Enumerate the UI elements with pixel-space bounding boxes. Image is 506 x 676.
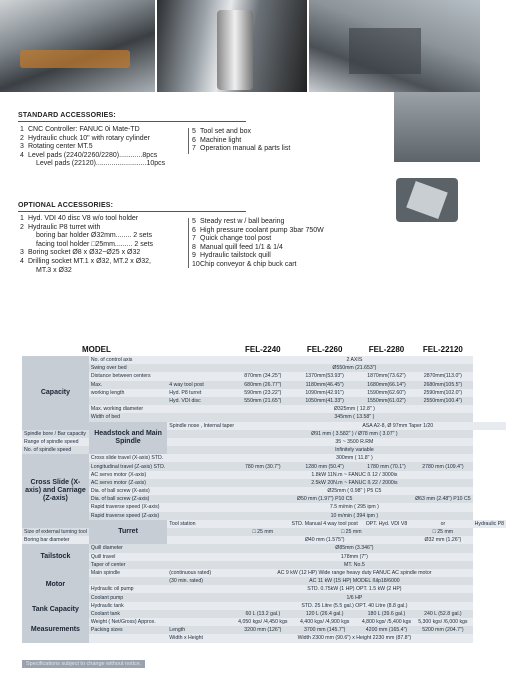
- model-header: MODEL: [22, 342, 236, 356]
- spec-sublabel: [167, 544, 236, 552]
- spec-value: 1590mm(62.60"): [360, 389, 413, 397]
- item-number: 1: [20, 126, 24, 133]
- item-text: High pressure coolant pump 3bar 750W: [200, 226, 324, 234]
- spec-label: Max. working diameter: [89, 405, 167, 413]
- item-text: Operation manual & parts list: [200, 145, 291, 153]
- spec-label: Coolant pump: [89, 593, 167, 601]
- spec-row: [22, 618, 506, 626]
- spec-row: [22, 553, 506, 561]
- item-number: 5: [192, 218, 196, 225]
- optional-accessories-list-left: [20, 215, 190, 275]
- spec-label: Longitudinal travel (Z-axis) STD.: [90, 463, 166, 470]
- item-number: [20, 267, 28, 276]
- spec-value: 2680mm(105.5"): [413, 381, 472, 389]
- spec-value: Ø91 mm ( 3.582" ) / Ø78 mm ( 3.07" ): [236, 430, 472, 438]
- item-text: Hydraulic chuck 10" with rotary cylinder: [28, 134, 150, 142]
- spec-sublabel: [167, 487, 236, 495]
- turret-photo: [396, 178, 458, 222]
- specification-table: [22, 342, 506, 643]
- standard-accessory-item: [20, 126, 190, 135]
- spec-value: Ø85mm (3.346"): [236, 544, 472, 552]
- item-number: 4: [20, 151, 24, 159]
- spec-value: 1680mm(66.14"): [360, 381, 413, 389]
- spec-sublabel: Hyd. VDI disc: [167, 397, 236, 405]
- spec-row: [22, 569, 506, 577]
- spec-value: 4200 mm (165.4"): [360, 626, 413, 634]
- spec-row: [22, 520, 506, 528]
- machine-photo-tooling: [309, 0, 480, 92]
- item-number: 10: [192, 260, 200, 268]
- model-name: FEL-22120: [413, 342, 472, 356]
- spec-value: 345mm ( 13.58" ): [236, 413, 472, 421]
- spec-value: 120 L (26.4 gal.): [289, 610, 359, 618]
- spec-label: No. of control axis: [89, 356, 167, 364]
- spec-label: Main spindle: [89, 569, 167, 577]
- spec-sublabel: [167, 585, 236, 593]
- spec-label: Max.: [89, 381, 167, 389]
- spec-value: 1280 mm (50.4"): [289, 462, 359, 470]
- spec-label: Packing sizes: [89, 626, 167, 634]
- spec-value: 60 L (13.2 gal.): [236, 610, 289, 618]
- spec-value: 4,400 kgs/ /4,900 kgs: [289, 618, 359, 626]
- spec-sublabel: [236, 422, 289, 430]
- spec-sublabel: [167, 438, 236, 446]
- spec-row: [22, 487, 506, 495]
- spec-sublabel: [167, 372, 236, 380]
- item-number: 2: [20, 223, 24, 231]
- spec-value: 5200 mm (204.7"): [413, 626, 472, 634]
- spec-row: [22, 585, 506, 593]
- item-number: [20, 232, 28, 241]
- spec-value: Ø63 mm (2.48") P10 C5: [415, 496, 471, 503]
- spec-row: [22, 561, 506, 569]
- machine-photo-chuck: [0, 0, 155, 92]
- item-text: Boring socket Ø8 x Ø32~Ø25 x Ø32: [28, 249, 141, 257]
- spec-label: AC servo motor (X-axis): [89, 471, 167, 479]
- spec-value: 35 ~ 3500 R.RM: [236, 438, 472, 446]
- spec-value: AC 9 kW (12 HP) Wide range heavy duty FANUC AC spindle motor: [236, 569, 472, 577]
- spec-label: Range of spindle speed: [22, 438, 89, 446]
- item-text: boring bar holder Ø32mm........ 2 sets: [36, 232, 152, 240]
- spec-row: [22, 626, 506, 634]
- item-text: Steady rest w / ball bearing: [200, 218, 285, 225]
- spec-sublabel: [167, 553, 236, 561]
- spec-value: Ø32 mm (1.26"): [413, 536, 472, 544]
- spec-row: [22, 577, 506, 585]
- spec-row: [22, 610, 506, 618]
- spec-value: 180 L (39.6 gal.): [360, 610, 413, 618]
- section-divider: [18, 211, 246, 212]
- spec-value: 4,800 kgs/ /5,400 kgs: [361, 619, 412, 626]
- item-number: 3: [20, 143, 24, 151]
- spec-row: [22, 372, 506, 380]
- optional-accessory-item: [20, 258, 190, 267]
- spec-value: 1090mm(42.91"): [289, 389, 359, 397]
- model-name: FEL-2260: [289, 342, 359, 356]
- spec-label: Dia. of ball screw (Z-axis): [89, 495, 167, 503]
- spec-row: [22, 634, 506, 642]
- optional-accessory-item: [20, 249, 190, 258]
- footnote: Specifications subject to change without notice.: [22, 660, 145, 668]
- spec-label: Distance between centers: [89, 372, 167, 380]
- spec-category: Tank Capacity: [22, 602, 89, 618]
- spec-label: Rapid traverse speed (Z-axis): [89, 512, 167, 520]
- spec-label: Size of external turning tool: [24, 529, 87, 536]
- item-text: Hyd. VDI 40 disc V8 w/o tool holder: [28, 215, 139, 222]
- spec-header-row: [22, 342, 506, 356]
- item-number: 1: [20, 215, 24, 222]
- optional-accessory-item: [20, 215, 190, 224]
- spec-value: 2550mm(100.4"): [413, 397, 472, 405]
- spec-value: Ø25mm ( 0.98" ) P5 C5: [236, 487, 472, 495]
- spec-value: or: [413, 520, 472, 528]
- spec-sublabel: 4 way tool post: [167, 381, 236, 389]
- spec-row: [22, 462, 506, 470]
- item-number: 5: [192, 128, 196, 135]
- spec-row: [22, 389, 506, 397]
- spec-sublabel: [167, 446, 236, 454]
- standard-accessories-title: STANDARD ACCESSORIES:: [18, 112, 116, 119]
- column-divider: [188, 128, 189, 154]
- spec-value: MT. No.5: [236, 561, 472, 569]
- spec-row: [22, 479, 506, 487]
- spec-value: 1780 mm (70.1"): [360, 462, 413, 470]
- header-photo-strip: [0, 0, 480, 92]
- spec-value: 4,050 kgs/ /4,450 kgs: [238, 619, 288, 626]
- spec-value: 10 m/min ( 394 ipm ): [236, 512, 472, 520]
- spec-value: 300mm ( 11.8" ): [236, 454, 472, 462]
- spec-sublabel: [167, 405, 236, 413]
- spec-sublabel: [167, 561, 236, 569]
- spec-value: Ø40 mm (1.575"): [236, 536, 413, 544]
- spec-value: Ø550mm (21.653"): [236, 364, 472, 372]
- spec-value: 5,300 kgs/ /6,000 kgs: [413, 618, 472, 626]
- spec-sublabel: [167, 471, 236, 479]
- item-number: 3: [20, 249, 24, 257]
- spec-row: [22, 356, 506, 364]
- item-text: Rotating center MT.5: [28, 143, 93, 151]
- optional-accessory-item: [192, 227, 352, 236]
- spec-sublabel: [236, 520, 289, 528]
- spec-row: [22, 397, 506, 405]
- spec-value: 780 mm (30.7"): [236, 462, 289, 470]
- optional-accessory-item: [20, 224, 190, 233]
- spec-sublabel: [167, 503, 236, 511]
- spec-value: 240 L (52.8 gal.): [413, 610, 472, 618]
- spec-label: Hydraulic tank: [89, 602, 167, 610]
- standard-accessory-item: [20, 135, 190, 144]
- spec-value: 2590mm(102.0"): [413, 389, 472, 397]
- spec-label: Spindle nose , Internal taper: [169, 422, 235, 429]
- item-number: 2: [20, 134, 24, 142]
- spec-row: [22, 503, 506, 511]
- spec-value: OPT. Hyd. VDI V8: [360, 520, 413, 528]
- model-name: FEL-2240: [236, 342, 289, 356]
- spec-label: [89, 397, 167, 405]
- spec-row: [22, 422, 506, 430]
- spec-value: 2.5kW 20N.m ~ FANUC ß 22 / 2000is: [236, 479, 472, 487]
- spec-row: [22, 471, 506, 479]
- spec-sublabel: [167, 364, 236, 372]
- item-number: 6: [192, 226, 196, 234]
- spec-sublabel: [167, 610, 236, 618]
- optional-accessory-item: [20, 232, 190, 241]
- spec-sublabel: [167, 462, 236, 470]
- spec-value: 2 AXIS: [236, 356, 472, 364]
- spec-sublabel: [167, 430, 236, 438]
- spec-value: STD. 25 Litre (5.5 gal.) OPT. 40 Litre (8.8 gal.): [236, 602, 472, 610]
- spec-category: Cross Slide (X-axis) and Carriage (Z-axis): [22, 454, 89, 528]
- spec-value: 2780 mm (109.4"): [413, 462, 472, 470]
- item-text: Manual quill feed 1/1 & 1/4: [200, 243, 283, 251]
- spec-value: 178mm (7"): [236, 553, 472, 561]
- standard-accessory-item: [20, 160, 190, 169]
- spec-row: [22, 512, 506, 520]
- item-number: 4: [20, 257, 24, 265]
- spec-sublabel: [167, 528, 236, 536]
- spec-sublabel: [167, 593, 236, 601]
- optional-accessory-item: [192, 235, 352, 244]
- optional-accessory-item: [20, 267, 190, 276]
- spec-value: 3200 mm (126"): [236, 626, 289, 634]
- item-text: Tool set and box: [200, 128, 251, 135]
- spec-value: 870mm (34.25"): [236, 372, 289, 380]
- spec-value: 590mm (23.22"): [236, 389, 289, 397]
- standard-accessory-item: [192, 137, 332, 146]
- item-text: MT.3 x Ø32: [36, 266, 72, 274]
- spec-sublabel: [167, 536, 236, 544]
- spec-label: Quill diameter: [89, 544, 167, 552]
- spec-value: STD. Manual 4 way tool post: [291, 520, 358, 527]
- optional-accessory-item: [192, 252, 352, 261]
- spec-value: Infinitely variable: [236, 446, 472, 454]
- spec-value: STD. 0.75kW (1 HP) OPT. 1.5 kW (2 HP): [236, 585, 472, 593]
- optional-accessory-item: [192, 261, 352, 270]
- spec-label: Dia. of ball screw (X-axis): [89, 487, 167, 495]
- spec-value: □ 25 mm: [289, 528, 413, 536]
- item-text: Machine light: [200, 136, 242, 144]
- spec-value: 1870mm(73.62"): [360, 372, 413, 380]
- spec-label: [89, 634, 167, 642]
- spec-sublabel: [167, 618, 236, 626]
- item-text: CNC Controller: FANUC 0i Mate-TD: [28, 126, 140, 133]
- spec-row: [22, 405, 506, 413]
- item-text: Chip conveyor & chip buck cart: [200, 260, 297, 268]
- spec-sublabel: [167, 602, 236, 610]
- spec-row: [22, 544, 506, 552]
- standard-accessories-list-left: [20, 126, 190, 169]
- spec-sublabel: [167, 454, 236, 462]
- spec-value: 1550mm(61.02"): [360, 397, 413, 405]
- item-number: 8: [192, 243, 196, 251]
- item-number: 7: [192, 235, 196, 243]
- model-name: FEL-2280: [360, 342, 413, 356]
- spec-category: Capacity: [22, 356, 89, 430]
- spec-sublabel: [167, 495, 236, 503]
- standard-accessory-item: [20, 152, 190, 161]
- spec-sublabel: [167, 413, 236, 421]
- optional-accessory-item: [192, 244, 352, 253]
- spec-category: Turret: [89, 520, 167, 545]
- spec-value: 550mm (21.65"): [236, 397, 289, 405]
- spec-value: Hydraulic P8: [474, 520, 505, 527]
- spec-value: 2870mm(113.0"): [413, 372, 472, 380]
- item-text: Drilling socket MT.1 x Ø32, MT.2 x Ø32,: [28, 257, 151, 265]
- spec-value: 3700 mm (145.7"): [289, 626, 359, 634]
- spec-sublabel: Width x Height: [167, 634, 236, 642]
- spec-value: Ø50 mm (1.97") P10 C5: [236, 495, 413, 503]
- spec-row: [22, 495, 506, 503]
- standard-accessory-item: [192, 145, 332, 154]
- optional-accessory-item: [192, 218, 352, 227]
- item-text: Hydraulic tailstock quill: [200, 252, 271, 260]
- optional-accessories-list-right: [192, 218, 352, 270]
- column-divider: [188, 218, 189, 268]
- spec-label: Rapid traverse speed (X-axis): [89, 503, 167, 511]
- spec-row: [22, 381, 506, 389]
- spec-value: Width 2300 mm (90.6") x Height 2230 mm (87.8"): [236, 634, 472, 642]
- spec-label: AC servo motor (Z-axis): [89, 479, 167, 487]
- spec-sublabel: [167, 356, 236, 364]
- spec-row: [22, 364, 506, 372]
- spec-row: [22, 454, 506, 462]
- section-divider: [18, 121, 246, 122]
- spec-value: □ 25 mm: [413, 528, 472, 536]
- machine-photo-spindle: [157, 0, 306, 92]
- machine-photo-detail: [394, 92, 480, 162]
- standard-accessories-list-right: [192, 128, 332, 154]
- item-number: [20, 241, 28, 250]
- spec-row: [22, 602, 506, 610]
- spec-label: working length: [89, 389, 167, 397]
- spec-row: [22, 593, 506, 601]
- spec-label: Cross slide travel (X-axis) STD.: [89, 454, 167, 462]
- spec-value: ASA A2-8, Ø 97mm Taper 1/20: [289, 422, 506, 430]
- spec-label: Hydraulic oil pump: [89, 585, 167, 593]
- spec-sublabel: (30 min. rated): [167, 577, 236, 585]
- spec-value: 1370mm(53.93"): [289, 372, 359, 380]
- item-number: 9: [192, 252, 196, 260]
- spec-label: Spindle bore / Bar capacity: [22, 430, 89, 438]
- spec-sublabel: [167, 512, 236, 520]
- optional-accessories-title: OPTIONAL ACCESSORIES:: [18, 202, 114, 209]
- spec-value: AC 11 kW (15 HP) MODEL ßilp18/6000: [236, 577, 472, 585]
- item-number: 6: [192, 136, 196, 144]
- spec-value: 1050mm(41.33"): [289, 397, 359, 405]
- item-text: facing tool holder □25mm......... 2 sets: [36, 240, 154, 248]
- spec-label: Boring bar diameter: [22, 536, 89, 544]
- spec-value: 1/6 HP: [236, 593, 472, 601]
- spec-sublabel: (continuous rated): [167, 569, 236, 577]
- item-number: 7: [192, 145, 196, 153]
- spec-category: Tailstock: [22, 544, 89, 569]
- standard-accessory-item: [20, 143, 190, 152]
- spec-category: Motor: [22, 569, 89, 602]
- item-text: Hydraulic P8 turret with: [28, 223, 101, 231]
- spec-label: Width of bed: [89, 413, 167, 421]
- spec-sublabel: [167, 479, 236, 487]
- spec-label: [89, 577, 167, 585]
- spec-value: □ 25 mm: [236, 528, 289, 536]
- spec-value: 7.5 m/min ( 295 ipm ): [236, 503, 472, 511]
- spec-label: Weight ( Net/Gross) Approx.: [89, 618, 167, 626]
- spec-label: Tool station: [167, 520, 236, 528]
- spec-category: Measurements: [22, 618, 89, 643]
- spec-label: No. of spindle speed: [22, 446, 89, 454]
- spec-row: [22, 413, 506, 421]
- spec-label: Taper of center: [89, 561, 167, 569]
- standard-accessory-item: [192, 128, 332, 137]
- item-text: Level pads (22120)..........................10pcs: [36, 160, 166, 168]
- item-text: Quick change tool post: [200, 235, 272, 243]
- item-number: [20, 160, 28, 169]
- spec-value: 680mm (26.77"): [236, 381, 289, 389]
- spec-sublabel: Length: [167, 626, 236, 634]
- spec-label: Swing over bed: [89, 364, 167, 372]
- spec-sublabel: Hyd. P8 turret: [167, 389, 236, 397]
- spec-value: Ø325mm ( 12.8" ): [236, 405, 472, 413]
- spec-value: 1.8kW 11N.m ~ FANUC ß 12 / 3000is: [236, 471, 472, 479]
- spec-label: Coolant tank: [89, 610, 167, 618]
- spec-value: 1180mm(46.45"): [289, 381, 359, 389]
- item-text: Level pads (2240/2260/2280)............8pcs: [28, 151, 158, 159]
- optional-accessory-item: [20, 241, 190, 250]
- spec-category: Headstock and Main Spindle: [89, 422, 167, 455]
- spec-label: Quill travel: [89, 553, 167, 561]
